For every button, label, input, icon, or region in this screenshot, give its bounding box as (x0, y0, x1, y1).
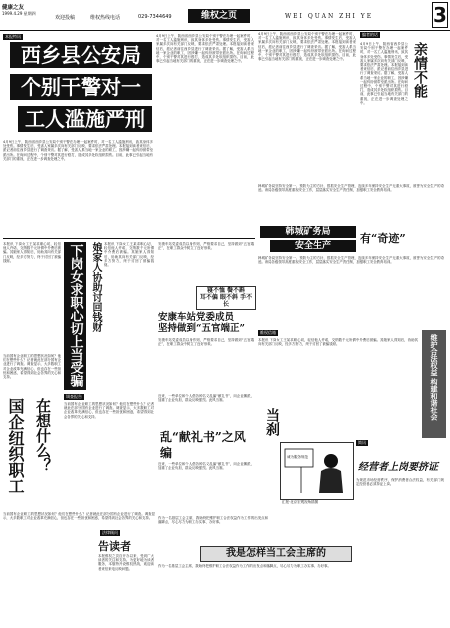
gifts-title-1: 乱“献礼书”之风 (160, 430, 246, 444)
mine-headline-2: 安全生产 (270, 240, 356, 252)
masthead (0, 0, 450, 31)
cartoon (280, 442, 354, 500)
worker-headline-strip (64, 242, 86, 390)
worker-body-mid: 本报讯 下岗女工王某求职心切，轻信他人许诺，交纳数千元所谓中介费后被骗。其娘家人得知后，协助其向有关部门反映，经多方努力，终于讨回了被骗钱财。 (104, 242, 154, 268)
lead-body-right: 4月9日上午，陕西省西乡县公安局个别干警在办理一起案件时，对一名工人滥施刑讯，致其身体多处受伤。事情发生后，受害人家属多次向有关部门反映，要求依法严肃处理。本报接到读者来信后，派记者前往西乡县进行了调查采访。据了解，受害人系当地一家企业的职工，因涉嫌一起纠纷被带至派出所。在询问过程中，个别干警对其进行殴打，造成其多处软组织损伤。目前，此事已引起当地有关部门的重视，正在进一步调查处理之中。 (156, 34, 254, 64)
vertical-slogan-strip (422, 330, 446, 438)
worker-headline: 下岗女求职心切上当受骗 (67, 244, 83, 387)
operator-body: 为规范市场经营秩序，保护消费者合法权益，有关部门规定经营者必须持证上岗。 (356, 478, 444, 487)
state-side-text: 在想什么？ (34, 398, 52, 473)
gifts-title-2: 编 (160, 446, 173, 460)
worker-side-strip (88, 242, 102, 352)
advice-tag: 法律顾问 (102, 530, 118, 535)
worker-body-left: 本报讯 下岗女工王某求职心切，轻信他人许诺，交纳数千元所谓中介费后被骗。其娘家人得知后，协助其向有关部门反映，经多方努力，终于讨回了被骗钱财。 (3, 242, 61, 263)
station-headline: 安康车站党委成员 坚持做到“五官端正” (158, 312, 245, 334)
gifts-body: 近来，一些单位和个人借各种名义乱编“献礼书”，向企业摊派，加重了企业负担，群众反映强烈。此风当刹。 (158, 462, 254, 471)
column-body: 4月9日上午，陕西省西乡县公安局个别干警在办理一起案件时，对一名工人滥施刑讯，致其身体多处受伤。事情发生后，受害人家属多次向有关部门反映，要求依法严肃处理。本报接到读者来信后，派记者前往西乡县进行了调查采访。据了解，受害人系当地一家企业的职工，因涉嫌一起纠纷被带至派出所。在询问过程中，个别干警对其进行殴打，造成其多处软组织损伤。目前，此事已引起当地有关部门的重视，正在进一步调查处理之中。 (258, 32, 356, 62)
vertical-slogan: 维护合法权益 构建和谐社会 (430, 334, 439, 421)
state-headline-text: 国企纽织职工 (6, 398, 25, 494)
state-body: 当前国有企业职工的思想状况如何？他们在想些什么？记者就此在部分国有企业进行了调查。调查显示，大多数职工对企业改革充满信心，但也存在一些担忧和困惑，希望得到社会各界的关心和支持。 (64, 402, 154, 419)
lead-headline-1: 西乡县公安局 (10, 42, 152, 68)
state-headline (6, 398, 32, 508)
date-line: 1999.4.29 星期四 (2, 11, 36, 16)
state-tag: 调查报告 (66, 394, 82, 399)
mine-headline-1: 韩城矿务局 (260, 226, 356, 238)
page-pinyin: WEI QUAN ZHI YE (285, 13, 374, 20)
state-body-lower: 当前国有企业职工的思想状况如何？他们在想些什么？记者就此在部分国有企业进行了调查。调查显示，大多数职工对企业改革充满信心，但也存在一些担忧和困惑，希望得到社会各界的关心和支持。 (3, 512, 155, 521)
state-intro: 当前国有企业职工的思想状况如何？他们在想些什么？记者就此在部分国有企业进行了调查。调查显示，大多数职工对企业改革充满信心，但也存在一些担忧和困惑，希望得到社会各界的关心和支持。 (3, 354, 61, 380)
advice-body: 本报维权之页自开办以来，受到广大读者的关注和支持。为更好地为读者服务，本版特开设维权热线，欢迎读者来信来电反映问题。 (98, 554, 154, 571)
union-body: 作为一名基层工会主席，我始终把维护职工合法权益作为工作的出发点和落脚点，尽心尽力为职工办实事、办好事。 (158, 564, 331, 568)
cartoon-caption: 汇报·北京宏观视角插图 (282, 500, 319, 504)
union-title: 我是怎样当工会主席的 (200, 546, 352, 562)
phone-number: 029-7344649 (138, 14, 172, 20)
worker-side-headline: 娘家人协助讨回钱财 (90, 242, 101, 332)
mine-intro: 韩城矿务局坚持安全第一、预防为主的方针，狠抓安全生产管理，连续多年保持安全生产无重大事故，被誉为安全生产的奇迹。该局各级领导高度重视安全工作，层层落实安全生产责任制，加强职工安全教育培训。 (258, 184, 444, 193)
small-tag-1: 维权信箱 (260, 330, 276, 335)
station-slogans: 寝不恤 餐不斟 耳不偏 眼不斜 手不长 (196, 286, 256, 310)
station-intro: 安康车站党委成员以身作则，严格要求自己，坚持做到“五官端正”，在职工群众中树立了良好形象。 (158, 242, 254, 251)
station-body: 安康车站党委成员以身作则，严格要求自己，坚持做到“五官端正”，在职工群众中树立了良好形象。 (158, 338, 254, 347)
gifts-intro: 近来，一些单位和个人借各种名义乱编“献礼书”，向企业摊派，加重了企业负担，群众反映强烈。此风当刹。 (158, 394, 254, 403)
column-title: 亲情不能 (412, 42, 428, 98)
union-intro: 作为一名基层工会主席，我始终把维护职工合法权益作为工作的出发点和落脚点，尽心尽力为职工办实事、办好事。 (158, 516, 268, 525)
lead-headline-3: 工人滥施严刑 (18, 106, 152, 132)
advice-title: 告读者 (98, 540, 131, 553)
page-name: 维权之页 (188, 9, 250, 23)
phone-label: 维权热线电话 (90, 15, 121, 21)
cartoon-drawing (281, 443, 353, 499)
paper-name: 健康之友 (2, 5, 25, 11)
state-side (34, 398, 62, 508)
page-number: 3 (433, 3, 447, 27)
lead-body-left: 4月9日上午，陕西省西乡县公安局个别干警在办理一起案件时，对一名工人滥施刑讯，致其身体多处受伤。事情发生后，受害人家属多次向有关部门反映，要求依法严肃处理。本报接到读者来信后，派记者前往西乡县进行了调查采访。据了解，受害人系当地一家企业的职工，因涉嫌一起纠纷被带至派出所。在询问过程中，个别干警对其进行殴打，造成其多处软组织损伤。目前，此事已引起当地有关部门的重视，正在进一步调查处理之中。 (3, 140, 153, 161)
column-tag: 编者的话 (362, 32, 378, 37)
divider (3, 238, 255, 239)
operator-title: 经营者上岗要挤证 (358, 462, 438, 473)
lead-headline-2: 个别干警对一 (10, 74, 152, 100)
mine-body: 韩城矿务局坚持安全第一、预防为主的方针，狠抓安全生产管理，连续多年保持安全生产无重大事故，被誉为安全生产的奇迹。该局各级领导高度重视安全工作，层层落实安全生产责任制，加强职工安全教育培训。 (258, 256, 444, 265)
column-body-2: 4月9日上午，陕西省西乡县公安局个别干警在办理一起案件时，对一名工人滥施刑讯，致其身体多处受伤。事情发生后，受害人家属多次向有关部门反映，要求依法严肃处理。本报接到读者来信后，派记者前往西乡县进行了调查采访。据了解，受害人系当地一家企业的职工，因涉嫌一起纠纷被带至派出所。在询问过程中，个别干警对其进行殴打，造成其多处软组织损伤。目前，此事已引起当地有关部门的重视，正在进一步调查处理之中。 (360, 42, 408, 105)
operator-tag: 简讯 (358, 440, 366, 445)
hotline-label: 欢迎投稿 (55, 15, 76, 21)
cartoon-sign: 诚为服务规范 (287, 455, 308, 459)
small-news-body: 本报讯 下岗女工王某求职心切，轻信他人许诺，交纳数千元所谓中介费后被骗。其娘家人得知后，协助其向有关部门反映，经多方努力，终于讨回了被骗钱财。 (258, 338, 418, 347)
lead-tag: 本报特讯 (5, 34, 21, 39)
gifts-side: 当刹 (264, 408, 280, 436)
mine-tagline: 有“奇迹” (360, 232, 406, 245)
